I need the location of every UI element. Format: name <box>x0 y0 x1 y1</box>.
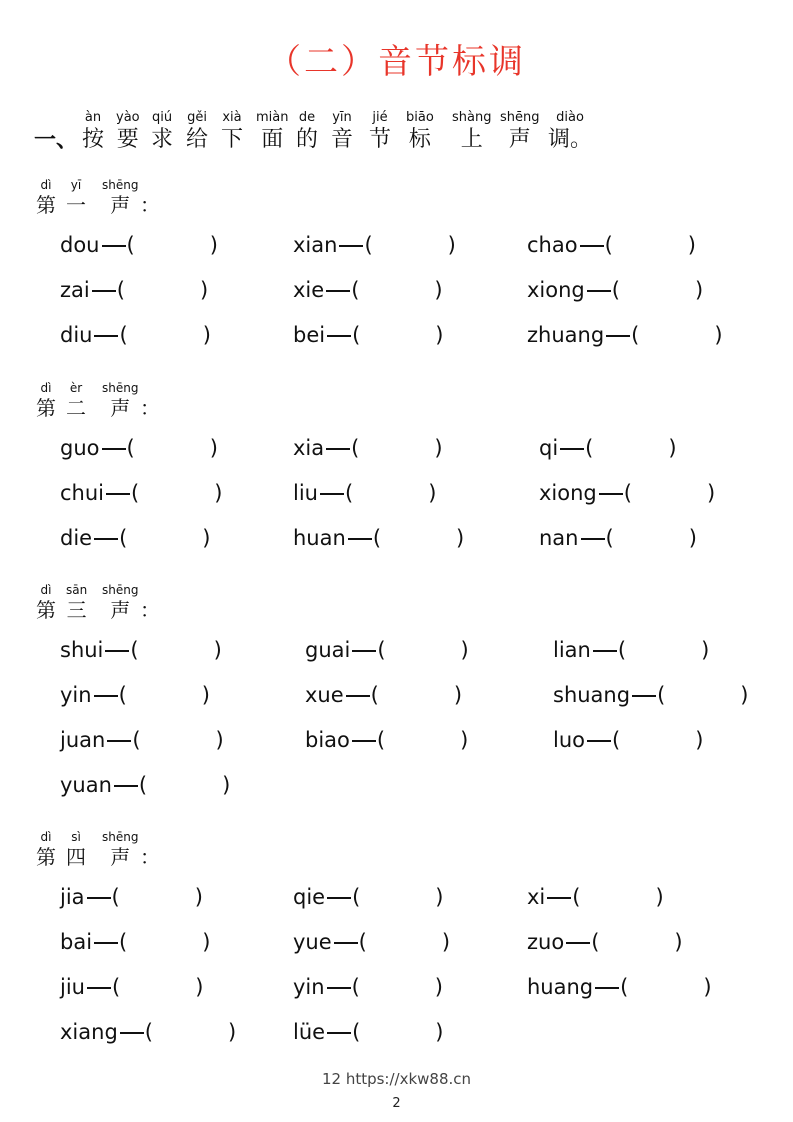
open-paren: ( <box>623 481 632 505</box>
open-paren: ( <box>352 1020 361 1044</box>
syllable-exercise <box>293 478 436 508</box>
heading-pinyin <box>140 178 160 193</box>
heading-hanzi: 第 <box>36 598 56 622</box>
instruction-hanzi: 求 <box>151 127 174 152</box>
heading-hanzi: 第 <box>36 193 56 217</box>
heading-pinyin: dì <box>40 381 52 395</box>
instruction-pinyin: jié <box>372 110 388 125</box>
open-paren: ( <box>351 436 360 460</box>
syllable-text: chao <box>527 233 578 257</box>
close-paren: ) <box>687 233 696 257</box>
heading-pinyin <box>140 381 160 396</box>
dash-line <box>560 448 584 450</box>
page-number: 2 <box>392 1096 401 1111</box>
close-paren: ) <box>214 481 223 505</box>
heading-pinyin: dì <box>40 583 52 597</box>
instruction-hanzi: 音 <box>331 127 354 152</box>
heading-char <box>140 381 160 420</box>
open-paren: ( <box>344 481 354 505</box>
section-heading <box>36 381 236 423</box>
syllable-exercise <box>60 433 218 463</box>
open-paren: ( <box>130 638 139 662</box>
syllable-exercise <box>527 972 712 1002</box>
heading-hanzi: 声 <box>110 193 131 217</box>
syllable-text: shuang <box>553 683 631 707</box>
dash-line <box>114 785 138 787</box>
heading-hanzi: 声 <box>110 845 131 869</box>
syllable-exercise <box>60 230 218 260</box>
instruction-pinyin <box>34 110 78 126</box>
instruction-hanzi: 给 <box>186 127 209 152</box>
instruction-pinyin: àn <box>84 110 102 125</box>
dash-line <box>326 290 350 292</box>
syllable-text: xie <box>293 278 325 302</box>
heading-pinyin: shēng <box>102 178 139 192</box>
close-paren: ) <box>655 885 664 909</box>
close-paren: ) <box>194 885 203 909</box>
open-paren: ( <box>352 323 361 347</box>
close-paren: ) <box>694 278 704 302</box>
instruction-char <box>151 110 173 154</box>
syllable-text: zuo <box>527 930 565 954</box>
dash-line <box>94 695 118 697</box>
page-title: （二）音节标调 <box>267 42 526 82</box>
syllable-exercise <box>553 635 709 665</box>
syllable-exercise <box>60 523 211 553</box>
dash-line <box>593 650 617 652</box>
heading-char <box>102 830 138 869</box>
instruction-hanzi: 节 <box>369 127 392 152</box>
dash-line <box>107 740 131 742</box>
syllable-text: yin <box>293 975 325 999</box>
heading-hanzi: ： <box>140 193 160 217</box>
syllable-exercise <box>60 927 210 957</box>
instruction-pinyin: yào <box>116 110 140 125</box>
syllable-text: liu <box>293 481 318 505</box>
instruction-char <box>452 110 491 154</box>
close-paren: ) <box>202 526 211 550</box>
syllable-exercise <box>305 725 468 755</box>
section-heading <box>36 830 236 872</box>
heading-char <box>140 830 160 869</box>
dash-line <box>92 290 116 292</box>
instruction-pinyin: qiú <box>151 110 173 125</box>
instruction-pinyin: yīn <box>332 110 352 125</box>
open-paren: ( <box>111 885 120 909</box>
dash-line <box>327 335 351 337</box>
syllable-text: jia <box>60 885 85 909</box>
syllable-text: shui <box>60 638 104 662</box>
open-paren: ( <box>119 930 128 954</box>
open-paren: ( <box>620 975 629 999</box>
syllable-text: qi <box>539 436 559 460</box>
dash-line <box>346 695 370 697</box>
open-paren: ( <box>605 526 614 550</box>
syllable-exercise <box>293 230 456 260</box>
dash-line <box>566 942 590 944</box>
dash-line <box>327 1032 351 1034</box>
dash-line <box>87 987 111 989</box>
syllable-text: zhuang <box>527 323 605 347</box>
dash-line <box>102 245 126 247</box>
syllable-exercise <box>539 433 677 463</box>
close-paren: ) <box>434 436 443 460</box>
close-paren: ) <box>688 526 697 550</box>
instruction-char <box>500 110 540 154</box>
dash-line <box>94 538 118 540</box>
syllable-exercise <box>527 320 723 350</box>
dash-line <box>102 448 126 450</box>
close-paren: ) <box>434 278 443 302</box>
open-paren: ( <box>119 526 128 550</box>
instruction-char <box>296 110 318 154</box>
instruction-pinyin: biāo <box>406 110 434 125</box>
dash-line <box>606 335 630 337</box>
syllable-text: xi <box>527 885 546 909</box>
close-paren: ) <box>199 278 209 302</box>
syllable-text: dou <box>60 233 100 257</box>
open-paren: ( <box>372 526 382 550</box>
dash-line <box>595 987 619 989</box>
close-paren: ) <box>209 436 218 460</box>
footer-url: 12 https://xkw88.cn <box>321 1070 472 1088</box>
syllable-text: xian <box>293 233 338 257</box>
heading-pinyin: yī <box>70 178 82 192</box>
syllable-text: xue <box>305 683 344 707</box>
syllable-exercise <box>293 523 464 553</box>
close-paren: ) <box>434 975 443 999</box>
instruction <box>34 110 774 160</box>
syllable-exercise <box>305 635 469 665</box>
instruction-pinyin: diào <box>556 110 584 125</box>
open-paren: ( <box>657 683 666 707</box>
dash-line <box>94 335 118 337</box>
syllable-text: nan <box>539 526 579 550</box>
heading-pinyin: sì <box>71 830 81 844</box>
syllable-text: guo <box>60 436 100 460</box>
heading-char <box>36 381 56 420</box>
open-paren: ( <box>376 728 386 752</box>
dash-line <box>327 987 351 989</box>
syllable-exercise <box>527 275 703 305</box>
syllable-text: xiong <box>539 481 597 505</box>
instruction-hanzi: 面 <box>261 127 284 152</box>
heading-pinyin: sān <box>66 583 88 597</box>
open-paren: ( <box>126 436 135 460</box>
heading-pinyin: dì <box>40 830 52 844</box>
syllable-text: zai <box>60 278 90 302</box>
close-paren: ) <box>703 975 712 999</box>
heading-pinyin <box>140 830 160 845</box>
syllable-text: huang <box>527 975 594 999</box>
close-paren: ) <box>706 481 716 505</box>
dash-line <box>599 493 623 495</box>
heading-hanzi: 声 <box>110 396 131 420</box>
dash-line <box>320 493 344 495</box>
open-paren: ( <box>119 323 128 347</box>
heading-pinyin: shēng <box>102 583 139 597</box>
open-paren: ( <box>118 683 127 707</box>
instruction-pinyin: shēng <box>500 110 540 125</box>
heading-hanzi: 声 <box>110 598 131 622</box>
syllable-exercise <box>60 972 203 1002</box>
open-paren: ( <box>611 278 620 302</box>
instruction-char <box>331 110 353 154</box>
heading-char <box>140 583 160 622</box>
syllable-exercise <box>553 680 748 710</box>
instruction-pinyin: xià <box>222 110 242 125</box>
syllable-text: diu <box>60 323 93 347</box>
syllable-exercise <box>539 523 697 553</box>
heading-char <box>36 178 56 217</box>
heading-char <box>102 583 138 622</box>
close-paren: ) <box>714 323 723 347</box>
close-paren: ) <box>460 728 469 752</box>
open-paren: ( <box>126 233 135 257</box>
instruction-pinyin: gěi <box>187 110 207 125</box>
dash-line <box>339 245 363 247</box>
instruction-char <box>116 110 140 154</box>
close-paren: ) <box>460 638 469 662</box>
syllable-text: yin <box>60 683 92 707</box>
dash-line <box>120 1032 144 1034</box>
heading-char <box>66 830 86 869</box>
syllable-exercise <box>60 635 222 665</box>
heading-char <box>36 583 56 622</box>
syllable-exercise <box>60 275 208 305</box>
heading-char <box>102 178 138 217</box>
dash-line <box>581 538 605 540</box>
open-paren: ( <box>138 773 148 797</box>
close-paren: ) <box>435 1020 444 1044</box>
instruction-hanzi: 上 <box>460 127 483 152</box>
instruction-hanzi: 的 <box>296 127 319 152</box>
heading-pinyin: shēng <box>102 381 139 395</box>
syllable-text: bei <box>293 323 326 347</box>
heading-hanzi: 四 <box>66 845 86 869</box>
open-paren: ( <box>591 930 600 954</box>
open-paren: ( <box>364 233 373 257</box>
syllable-text: qie <box>293 885 326 909</box>
heading-pinyin: dì <box>40 178 52 192</box>
syllable-exercise <box>539 478 715 508</box>
dash-line <box>587 740 611 742</box>
syllable-text: chui <box>60 481 104 505</box>
syllable-text: luo <box>553 728 585 752</box>
open-paren: ( <box>111 975 121 999</box>
close-paren: ) <box>227 1020 237 1044</box>
close-paren: ) <box>435 323 444 347</box>
dash-line <box>547 897 571 899</box>
dash-line <box>587 290 611 292</box>
close-paren: ) <box>209 233 218 257</box>
open-paren: ( <box>116 278 125 302</box>
close-paren: ) <box>435 885 444 909</box>
syllable-exercise <box>60 478 222 508</box>
open-paren: ( <box>612 728 621 752</box>
dash-line <box>106 493 130 495</box>
heading-char <box>140 178 160 217</box>
open-paren: ( <box>144 1020 153 1044</box>
syllable-text: guai <box>305 638 351 662</box>
dash-line <box>580 245 604 247</box>
open-paren: ( <box>572 885 581 909</box>
syllable-exercise <box>527 230 696 260</box>
close-paren: ) <box>740 683 749 707</box>
open-paren: ( <box>352 885 361 909</box>
dash-line <box>334 942 358 944</box>
syllable-exercise <box>60 725 224 755</box>
heading-char <box>66 381 86 420</box>
heading-char <box>36 830 56 869</box>
heading-pinyin <box>140 583 160 598</box>
instruction-char <box>34 110 78 154</box>
open-paren: ( <box>132 728 141 752</box>
heading-pinyin: shēng <box>102 830 139 844</box>
heading-char <box>102 381 138 420</box>
dash-line <box>352 740 376 742</box>
syllable-exercise <box>553 725 703 755</box>
dash-line <box>632 695 656 697</box>
dash-line <box>94 942 118 944</box>
close-paren: ) <box>441 930 451 954</box>
instruction-hanzi: 下 <box>221 127 244 152</box>
open-paren: ( <box>377 638 386 662</box>
heading-hanzi: 第 <box>36 396 56 420</box>
syllable-exercise <box>60 770 230 800</box>
close-paren: ) <box>456 526 465 550</box>
instruction-char <box>221 110 243 154</box>
syllable-text: xiong <box>527 278 585 302</box>
syllable-exercise <box>293 882 444 912</box>
syllable-text: xiang <box>60 1020 118 1044</box>
heading-char <box>66 583 87 622</box>
instruction-char <box>186 110 208 154</box>
heading-char <box>66 178 86 217</box>
syllable-exercise <box>293 927 450 957</box>
close-paren: ) <box>668 436 677 460</box>
open-paren: ( <box>604 233 613 257</box>
syllable-exercise <box>305 680 462 710</box>
syllable-text: lüe <box>293 1020 326 1044</box>
dash-line <box>352 650 376 652</box>
syllable-text: yuan <box>60 773 112 797</box>
syllable-exercise <box>527 882 664 912</box>
close-paren: ) <box>701 638 710 662</box>
section-heading <box>36 583 236 625</box>
syllable-text: juan <box>60 728 106 752</box>
close-paren: ) <box>447 233 456 257</box>
open-paren: ( <box>585 436 594 460</box>
syllable-text: yue <box>293 930 332 954</box>
dash-line <box>326 448 350 450</box>
instruction-hanzi: 一、 <box>34 127 79 153</box>
instruction-hanzi: 标 <box>408 127 431 152</box>
instruction-char <box>548 110 592 154</box>
heading-hanzi: ： <box>140 845 160 869</box>
instruction-char <box>369 110 391 154</box>
instruction-hanzi: 调。 <box>548 127 593 152</box>
instruction-char <box>406 110 434 154</box>
close-paren: ) <box>201 683 210 707</box>
heading-hanzi: 二 <box>66 396 86 420</box>
heading-hanzi: ： <box>140 598 160 622</box>
syllable-text: jiu <box>60 975 85 999</box>
open-paren: ( <box>631 323 640 347</box>
open-paren: ( <box>358 930 367 954</box>
syllable-text: biao <box>305 728 350 752</box>
open-paren: ( <box>617 638 627 662</box>
instruction-char <box>82 110 104 154</box>
close-paren: ) <box>695 728 704 752</box>
syllable-exercise <box>60 882 203 912</box>
open-paren: ( <box>131 481 140 505</box>
close-paren: ) <box>202 930 211 954</box>
close-paren: ) <box>428 481 437 505</box>
instruction-char <box>256 110 288 154</box>
syllable-exercise <box>293 275 443 305</box>
syllable-exercise <box>60 320 211 350</box>
close-paren: ) <box>222 773 231 797</box>
syllable-exercise <box>60 680 210 710</box>
syllable-text: die <box>60 526 93 550</box>
heading-hanzi: 第 <box>36 845 56 869</box>
dash-line <box>327 897 351 899</box>
open-paren: ( <box>370 683 379 707</box>
instruction-hanzi: 要 <box>116 127 139 152</box>
close-paren: ) <box>674 930 683 954</box>
instruction-hanzi: 按 <box>82 127 105 152</box>
syllable-text: lian <box>553 638 591 662</box>
close-paren: ) <box>195 975 204 999</box>
close-paren: ) <box>453 683 463 707</box>
close-paren: ) <box>202 323 211 347</box>
dash-line <box>348 538 372 540</box>
open-paren: ( <box>351 975 360 999</box>
syllable-exercise <box>60 1017 236 1047</box>
close-paren: ) <box>215 728 224 752</box>
syllable-exercise <box>293 972 443 1002</box>
dash-line <box>87 897 111 899</box>
syllable-text: huan <box>293 526 346 550</box>
heading-hanzi: 一 <box>66 193 86 217</box>
syllable-exercise <box>527 927 683 957</box>
instruction-pinyin: miàn <box>256 110 289 125</box>
heading-pinyin: èr <box>69 381 83 395</box>
syllable-text: bai <box>60 930 93 954</box>
instruction-pinyin: de <box>298 110 316 125</box>
instruction-hanzi: 声 <box>508 127 531 152</box>
dash-line <box>105 650 129 652</box>
section-heading <box>36 178 236 220</box>
open-paren: ( <box>351 278 360 302</box>
syllable-text: xia <box>293 436 325 460</box>
heading-hanzi: ： <box>140 396 160 420</box>
syllable-exercise <box>293 1017 443 1047</box>
heading-hanzi: 三 <box>66 598 87 622</box>
close-paren: ) <box>213 638 222 662</box>
syllable-exercise <box>293 433 443 463</box>
syllable-exercise <box>293 320 444 350</box>
instruction-pinyin: shàng <box>452 110 492 125</box>
